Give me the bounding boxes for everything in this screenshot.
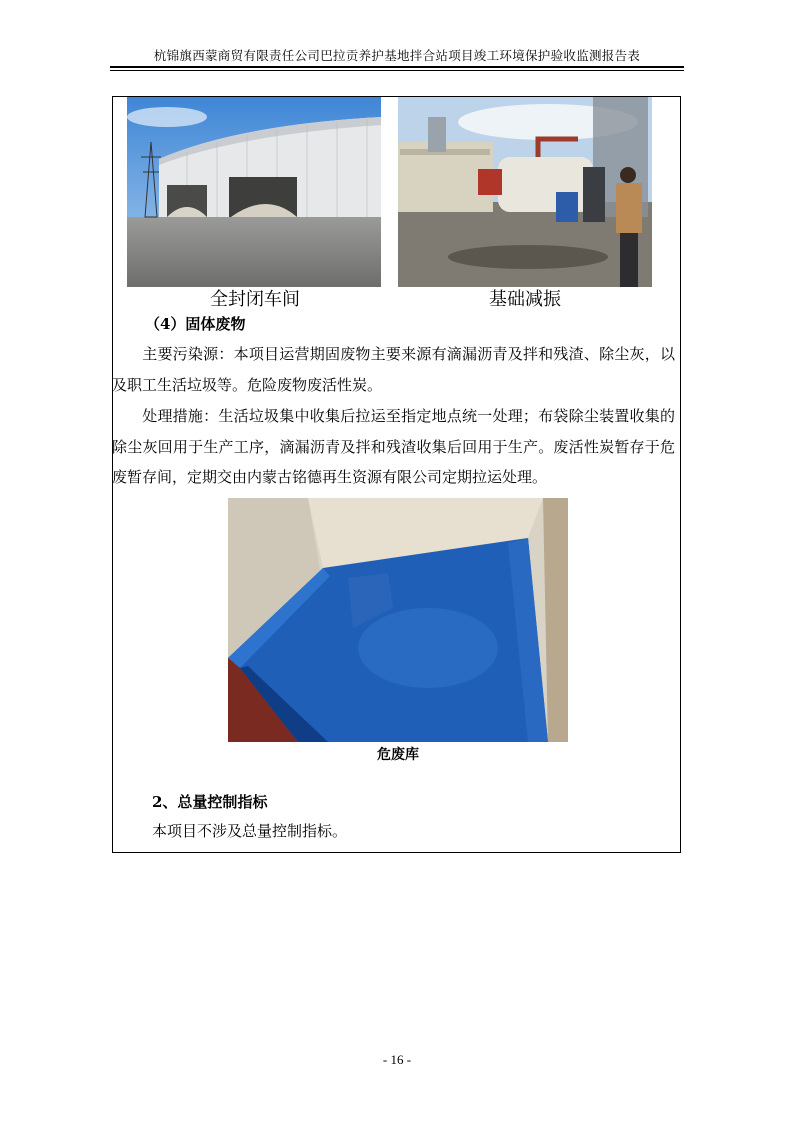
- boiler-photo: [398, 97, 652, 287]
- section-heading-total-control: 2、总量控制指标: [152, 793, 268, 811]
- photo-caption-warehouse: 全封闭车间: [210, 289, 300, 310]
- hazardous-storage-photo: [228, 498, 568, 742]
- header-rule-thin: [110, 70, 684, 71]
- page-number: - 16 -: [382, 1052, 412, 1067]
- pollution-source-paragraph: [112, 339, 675, 400]
- warehouse-photo: [127, 97, 381, 287]
- report-header-title: 杭锦旗西蒙商贸有限责任公司巴拉贡养护基地拌合站项目竣工环境保护验收监测报告表: [153, 48, 641, 63]
- section-heading-solid-waste: （4）固体废物: [145, 315, 246, 333]
- photo-caption-boiler: 基础减振: [489, 289, 561, 310]
- pollution-source-text: 主要污染源：本项目运营期固废物主要来源有滴漏沥青及拌和残渣、除尘灰，以及职工生活垃圾等。危险废物废活性炭。: [112, 345, 675, 394]
- total-control-text: 本项目不涉及总量控制指标。: [152, 822, 348, 840]
- treatment-measures-text: 处理措施：生活垃圾集中收集后拉运至指定地点统一处理；布袋除尘装置收集的除尘灰回用于生产工序，滴漏沥青及拌和残渣收集后回用于生产。废活性炭暂存于危废暂存间，定期交由内蒙古铭德再生资源有限公司定期拉运处理。: [112, 407, 675, 486]
- treatment-measures-paragraph: [112, 401, 675, 493]
- photo-caption-hazardous-storage: 危废库: [377, 747, 419, 763]
- header-rule-thick: [110, 66, 684, 68]
